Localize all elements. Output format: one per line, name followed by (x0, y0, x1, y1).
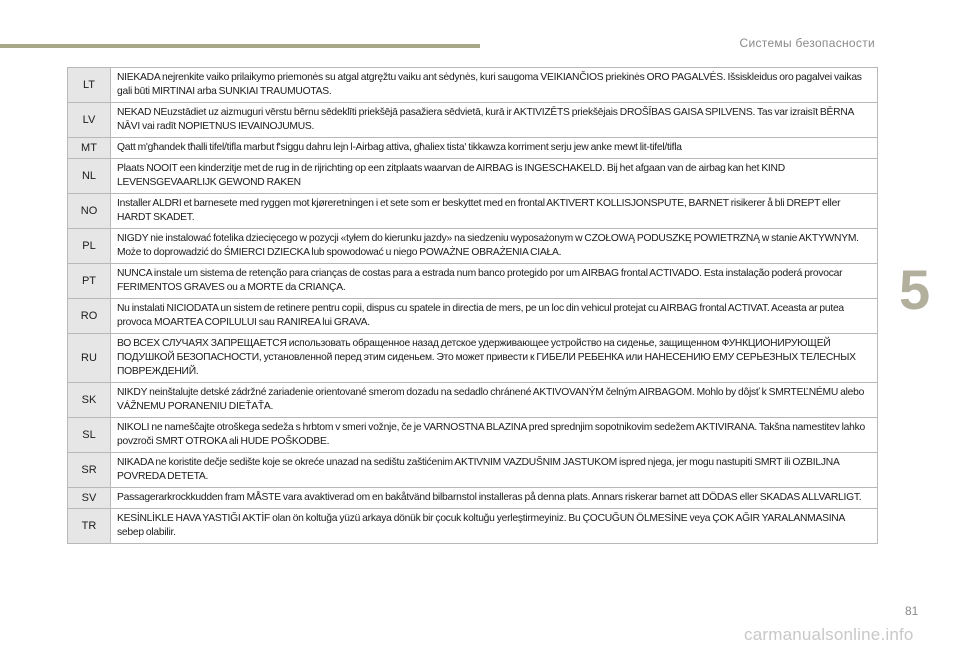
table-row (68, 488, 878, 509)
language-code: PL (68, 229, 111, 264)
table-row (68, 68, 878, 103)
language-code: SR (68, 453, 111, 488)
warning-text: Nu instalati NICIODATA un sistem de retinere pentru copii, dispus cu spatele in directia de mers, pe un loc din vehicul protejat cu AIRBAG frontal ACTIVAT. Aceasta ar putea provoca MOARTEA COPILULUI sau RANIREA lui GRAVA. (111, 299, 878, 334)
warning-table-container (67, 67, 878, 544)
table-row (68, 229, 878, 264)
table-row (68, 299, 878, 334)
table-row (68, 383, 878, 418)
warning-text: Passagerarkrockkudden fram MÅSTE vara avaktiverad om en bakåtvänd bilbarnstol installeras på denna plats. Annars riskerar barnet att DÖDAS eller SKADAS ALLVARLIGT. (111, 488, 878, 509)
language-code: PT (68, 264, 111, 299)
table-row (68, 509, 878, 544)
language-code: TR (68, 509, 111, 544)
page-number: 81 (905, 604, 919, 618)
warning-table-body (68, 68, 878, 544)
language-code: LT (68, 68, 111, 103)
warning-text: NIKADA ne koristite dečje sedište koje se okreće unazad na sedištu zaštićenim AKTIVNIM VAZDUŠNIM JASTUKOM ispred njega, jer mogu nastupiti SMRT ili OZBILJNA POVREDA DETETA. (111, 453, 878, 488)
table-row (68, 334, 878, 383)
language-code: SK (68, 383, 111, 418)
warning-text: NIKDY neinštalujte detské zádržné zariadenie orientované smerom dozadu na sedadlo chránené AKTIVOVANÝM čelným AIRBAGOM. Mohlo by dôjsť k SMRTEĽNÉMU alebo VÁŽNEMU PORANENIU DIEŤAŤA. (111, 383, 878, 418)
table-row (68, 159, 878, 194)
language-code: NL (68, 159, 111, 194)
language-code: SV (68, 488, 111, 509)
warning-text: NIKOLI ne nameščajte otroškega sedeža s hrbtom v smeri vožnje, če je VARNOSTNA BLAZINA pred sprednjim sopotnikovim sedežem AKTIVIRANA. Takšna namestitev lahko povzroči SMRT OTROKA ali HUDE POŠKODBE. (111, 418, 878, 453)
airbag-warning-table (67, 67, 878, 544)
warning-text: Qatt m'għandek tħalli tifel/tifla marbut f'siggu dahru lejn l-Airbag attiva, għaliex tista' tikkawza korriment serju jew anke mewt lit-tifel/tifla (111, 138, 878, 159)
table-row (68, 453, 878, 488)
watermark: carmanualsonline.info (744, 625, 914, 644)
language-code: RU (68, 334, 111, 383)
chapter-number: 5 (899, 258, 931, 321)
table-row (68, 194, 878, 229)
language-code: RO (68, 299, 111, 334)
warning-text: NEKAD NEuzstādiet uz aizmuguri vērstu bērnu sēdeklīti priekšējā pasažiera sēdvietā, kurā ir AKTIVIZĒTS priekšējais DROŠĪBAS GAISA SPILVENS. Tas var izraisīt BĒRNA NĀVI vai radīt NOPIETNUS IEVAINOJUMUS. (111, 103, 878, 138)
warning-text: Plaats NOOIT een kinderzitje met de rug in de rijrichting op een zitplaats waarvan de AIRBAG is INGESCHAKELD. Bij het afgaan van de airbag kan het KIND LEVENSGEVAARLIJK GEWOND RAKEN (111, 159, 878, 194)
table-row (68, 264, 878, 299)
warning-text: Installer ALDRI et barnesete med ryggen mot kjøreretningen i et sete som er beskyttet med en frontal AKTIVERT KOLLISJONSPUTE, BARNET risikerer å bli DREPT eller HARDT SKADET. (111, 194, 878, 229)
language-code: MT (68, 138, 111, 159)
header-accent-bar (0, 44, 480, 48)
warning-text: NIGDY nie instalować fotelika dziecięcego w pozycji «tyłem do kierunku jazdy» na siedzeniu wyposażonym w CZOŁOWĄ PODUSZKĘ POWIETRZNĄ w stanie AKTYWNYM. Może to doprowadzić do ŚMIERCI DZIECKA lub spowodować u niego POWAŻNE OBRAŻENIA CIAŁA. (111, 229, 878, 264)
language-code: SL (68, 418, 111, 453)
warning-text: NUNCA instale um sistema de retenção para crianças de costas para a estrada num banco protegido por um AIRBAG frontal ACTIVADO. Esta instalação poderá provocar FERIMENTOS GRAVES ou a MORTE da CRIANÇA. (111, 264, 878, 299)
table-row (68, 418, 878, 453)
language-code: LV (68, 103, 111, 138)
warning-text: ВО ВСЕХ СЛУЧАЯХ ЗАПРЕЩАЕТСЯ использовать обращенное назад детское удерживающее устройство на сиденье, защищенном ФУНКЦИОНИРУЮЩЕЙ ПОДУШКОЙ БЕЗОПАСНОСТИ, установленной перед этим сиденьем. Это может привести к ГИБЕЛИ РЕБЕНКА или НАНЕСЕНИЮ ЕМУ СЕРЬЕЗНЫХ ТЕЛЕСНЫХ ПОВРЕЖДЕНИЙ. (111, 334, 878, 383)
warning-text: KESİNLİKLE HAVA YASTIĞI AKTİF olan ön koltuğa yüzü arkaya dönük bir çocuk koltuğu yerleştirmeyiniz. Bu ÇOCUĞUN ÖLMESİNE veya ÇOK AĞIR YARALANMASINA sebep olabilir. (111, 509, 878, 544)
table-row (68, 138, 878, 159)
section-title: Системы безопасности (739, 36, 875, 50)
language-code: NO (68, 194, 111, 229)
warning-text: NIEKADA nejrenkite vaiko prilaikymo priemonės su atgal atgręžtu vaiku ant sėdynės, kuri saugoma VEIKIANČIOS priekinės ORO PAGALVĖS. Išsiskleidus oro pagalvei vaikas gali būti MIRTINAI arba SUNKIAI TRAUMUOTAS. (111, 68, 878, 103)
table-row (68, 103, 878, 138)
